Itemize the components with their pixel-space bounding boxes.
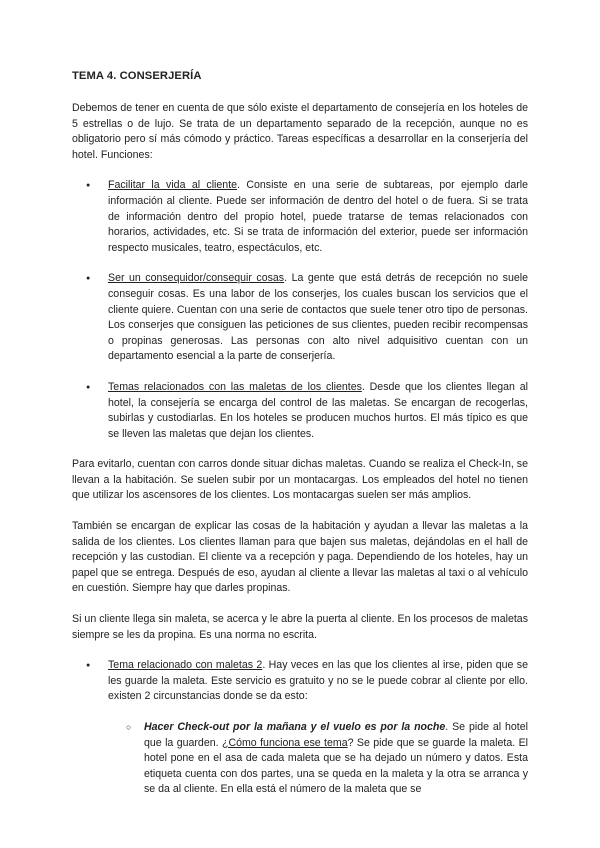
list-item-text <box>108 178 528 256</box>
body-paragraph: Para evitarlo, cuentan con carros donde situar dichas maletas. Cuando se realiza el Check-In, se llevan a la habitación. Se suelen subir por un montacargas. Los empleados del hotel no tienen que utilizar los ascensores de los clientes. Los montacargas suelen ser más amplios. <box>72 458 528 502</box>
sub-list-item <box>72 720 528 798</box>
item-body: . La gente que está detrás de recepción no suele conseguir cosas. Es una labor de los conserjes, los cuales buscan los servicios que el cliente quiere. Cuentan con una serie de contactos que suele tener otro tipo de personas. Los conserjes que consiguen las peticiones de sus clientes, pueden recibir recompensas o propinas generosas. Las personas con alto nivel adquisitivo cuentan con un departamento esencial a la parte de conserjería. <box>108 272 528 363</box>
item-body: . Desde que los clientes llegan al hotel, la consejería se encarga del control de las maletas. Se encargan de recogerlas, subirlas y custodiarlas. En los hoteles se producen muchos hurtos. El más típico es que se lleven las maletas que dejan los clientes. <box>108 380 528 440</box>
intro-paragraph: Debemos de tener en cuenta de que sólo existe el departamento de consejería en los hoteles de 5 estrellas o de lujo. Se trata de un departamento separado de la recepción, aunque no es obligatorio pero sí más cómodo y práctico. Tareas específicas a desarrollar en la conserjería del hotel. Funciones: <box>72 102 528 161</box>
body-paragraph: Si un cliente llega sin maleta, se acerca y le abre la puerta al cliente. En los procesos de maletas siempre se les da propina. Es una norma no escrita. <box>72 613 528 641</box>
case-body-a: . Se pide al hotel que la guarden. <box>144 721 528 749</box>
list-item-text <box>108 380 528 442</box>
case-question: ¿Cómo funciona ese tema <box>221 736 348 749</box>
item-body: . Hay veces en las que los clientes al irse, piden que se les guarde la maleta. Este servicio es gratuito y no se le puede cobrar al cliente por ello. existen 2 circunstancias donde se da esto: <box>108 659 528 703</box>
page-title: TEMA 4. CONSERJERÍA <box>72 70 202 82</box>
functions-list <box>72 178 528 442</box>
item-heading: Ser un consequidor/consequir cosas <box>108 272 285 285</box>
item-heading: Facilitar la vida al cliente <box>108 179 238 192</box>
item-heading: Temas relacionados con las maletas de los clientes <box>108 380 362 393</box>
case-heading: Hacer Check-out por la mañana y el vuelo es por la noche <box>144 721 446 733</box>
list-item-text <box>108 658 528 705</box>
sub-list-item-text <box>144 720 528 798</box>
maletas-list <box>72 658 528 705</box>
case-body-b: ? Se pide que se guarde la maleta. El hotel pone en el asa de cada maleta que se ha dejado un número y datos. Esta etiqueta cuenta con dos partes, una se queda en la maleta y la otra se arranca y se da al cliente. En ella está el número de la maleta que se <box>144 736 528 796</box>
list-item-text <box>108 271 528 365</box>
list-item <box>72 271 528 365</box>
circumstances-list <box>72 720 528 798</box>
body-paragraph: También se encargan de explicar las cosas de la habitación y ayudan a llevar las maletas a la salida de los clientes. Los clientes llaman para que bajen sus maletas, dejándolas en el hall de recepción y las custodian. El cliente va a recepción y paga. Dependiendo de los hoteles, hay un papel que se entrega. Después de eso, ayudan al cliente a llevar las maletas al taxi o al vehículo en cuestión. Siempre hay que darles propinas. <box>72 520 528 595</box>
list-item <box>72 178 528 256</box>
list-item <box>72 658 528 705</box>
list-item <box>72 380 528 442</box>
item-body: . Consiste en una serie de subtareas, por ejemplo darle información al cliente. Puede ser información de dentro del hotel o de fuera. Si se trata de información dentro del propio hotel, puede tratarse de temas relacionados con horarios, actividades, etc. Si se trata de información del exterior, puede ser información respecto musicales, teatro, espectáculos, etc. <box>108 179 529 254</box>
item-heading: Tema relacionado con maletas 2 <box>108 659 263 672</box>
